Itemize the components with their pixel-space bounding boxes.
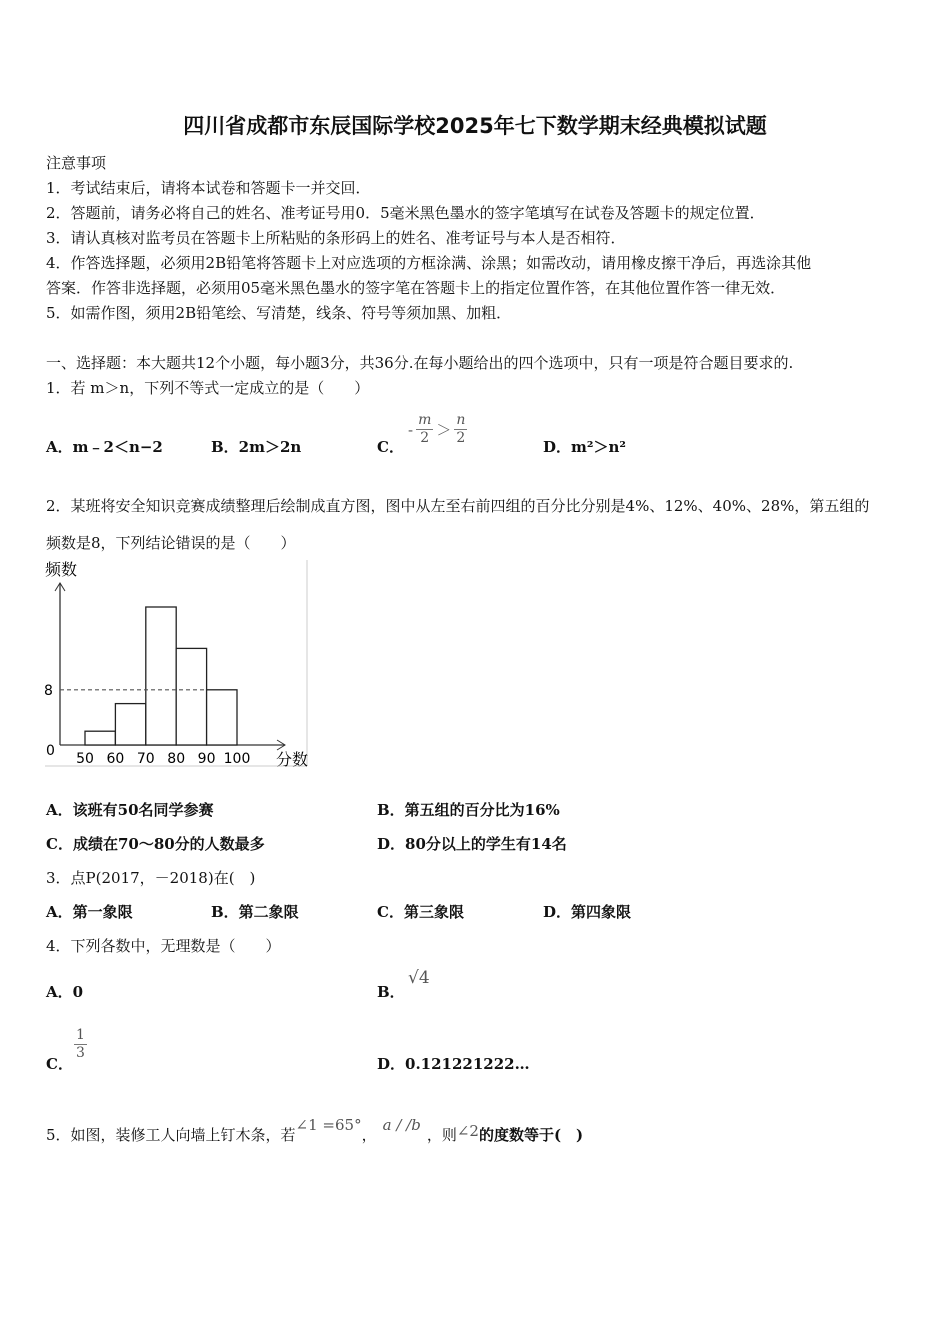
q1-stem: 1．若 m＞n，下列不等式一定成立的是（ ） [46, 379, 370, 397]
denominator: 3 [76, 1045, 85, 1061]
q1-option-d: D．m²＞n² [543, 438, 626, 456]
x-axis-label: 分数 [276, 750, 309, 769]
notice-item: 4．作答选择题，必须用2B铅笔将答题卡上对应选项的方框涂满、涂黑；如需改动，请用橡皮擦干净后，再选涂其他 [46, 254, 812, 272]
y-tick-label: 8 [44, 682, 53, 699]
notice-item: 5．如需作图，须用2B铅笔绘、写清楚，线条、符号等须加黑、加粗． [46, 304, 512, 322]
q1-option-a: A．m﹣2＜n−2 [46, 438, 163, 456]
q3-option-c: C．第三象限 [377, 903, 464, 921]
page-title: 四川省成都市东辰国际学校2025年七下数学期末经典模拟试题 [183, 114, 767, 138]
fraction [416, 412, 433, 447]
q2-option-c: C．成绩在70～80分的人数最多 [46, 835, 265, 853]
q4-stem: 4．下列各数中，无理数是（ ） [46, 937, 281, 955]
histogram-bar [207, 690, 237, 745]
histogram [40, 555, 320, 775]
numerator: m [418, 412, 432, 428]
notice-item: 1．考试结束后，请将本试卷和答题卡一并交回． [46, 179, 371, 197]
q2-option-b: B．第五组的百分比为16% [377, 801, 560, 819]
q2-stem: 频数是8，下列结论错误的是（ ） [46, 534, 296, 552]
q4-option-c-label: C． [46, 1055, 73, 1073]
y-axis-label: 频数 [45, 560, 78, 579]
minus-sign: - [408, 420, 414, 439]
histogram-bar [146, 607, 176, 745]
x-tick-label: 60 [106, 751, 125, 767]
numerator: 1 [76, 1027, 85, 1043]
q3-stem: 3．点P(2017，－2018)在( ) [46, 869, 256, 887]
q4-option-c-expr [74, 1027, 87, 1062]
notice-item: 2．答题前，请务必将自己的姓名、准考证号用0．5毫米黑色墨水的签字笔填写在试卷及答题卡的规定位置． [46, 204, 765, 222]
q2-option-d: D．80分以上的学生有14名 [377, 835, 567, 853]
q5-text: ， [361, 1126, 377, 1144]
q3-option-d: D．第四象限 [543, 903, 632, 921]
section-heading: 一、选择题：本大题共12个小题，每小题3分，共36分.在每小题给出的四个选项中，只有一项是符合题目要求的. [46, 354, 794, 372]
gt-sign: ＞ [436, 421, 452, 439]
histogram-bar [85, 731, 115, 745]
notice-item: 答案．作答非选择题，必须用05毫米黑色墨水的签字笔在答题卡上的指定位置作答，在其他位置作答一律无效． [46, 279, 786, 297]
histogram-bar [115, 704, 145, 745]
x-tick-label: 50 [76, 751, 94, 767]
notice-item: 3．请认真核对监考员在答题卡上所粘贴的条形码上的姓名、准考证号与本人是否相符． [46, 229, 626, 247]
angle-expr: ∠2 [456, 1122, 479, 1140]
x-tick-label: 70 [136, 751, 155, 767]
q4-option-b-expr: √4 [408, 968, 430, 988]
histogram-bar [176, 648, 206, 745]
q1-option-b: B．2m＞2n [211, 438, 302, 456]
numerator: n [456, 412, 466, 428]
x-tick-label: 80 [167, 751, 186, 767]
x-tick-label: 90 [197, 751, 216, 767]
q4-option-d: D．0.121221222… [377, 1055, 530, 1073]
angle-expr: ∠1 =65° [295, 1116, 362, 1134]
q3-option-a: A．第一象限 [46, 903, 133, 921]
q5-text: 5．如图，装修工人向墙上钉木条，若 [46, 1126, 296, 1144]
fraction [74, 1027, 87, 1062]
fraction [454, 412, 467, 447]
q4-option-a: A．0 [46, 983, 84, 1001]
q2-option-a: A．该班有50名同学参赛 [46, 801, 214, 819]
notice-heading: 注意事项 [46, 154, 107, 172]
x-tick-label: 100 [223, 751, 251, 767]
q5-text: 的度数等于( ) [478, 1126, 584, 1144]
q3-option-b: B．第二象限 [211, 903, 299, 921]
q1-option-c-label: C． [377, 438, 404, 456]
parallel-expr: a / /b [382, 1116, 421, 1134]
y-tick-label: 0 [46, 743, 55, 759]
denominator: 2 [456, 430, 466, 446]
q5-text: ，则 [426, 1126, 457, 1144]
q2-stem: 2．某班将安全知识竞赛成绩整理后绘制成直方图，图中从左至右前四组的百分比分别是4%、12%、40%、28%，第五组的 [46, 497, 870, 515]
q1-option-c-expr [408, 412, 467, 447]
denominator: 2 [420, 430, 430, 446]
q4-option-b-label: B． [377, 983, 405, 1001]
q5-stem [46, 1116, 584, 1145]
